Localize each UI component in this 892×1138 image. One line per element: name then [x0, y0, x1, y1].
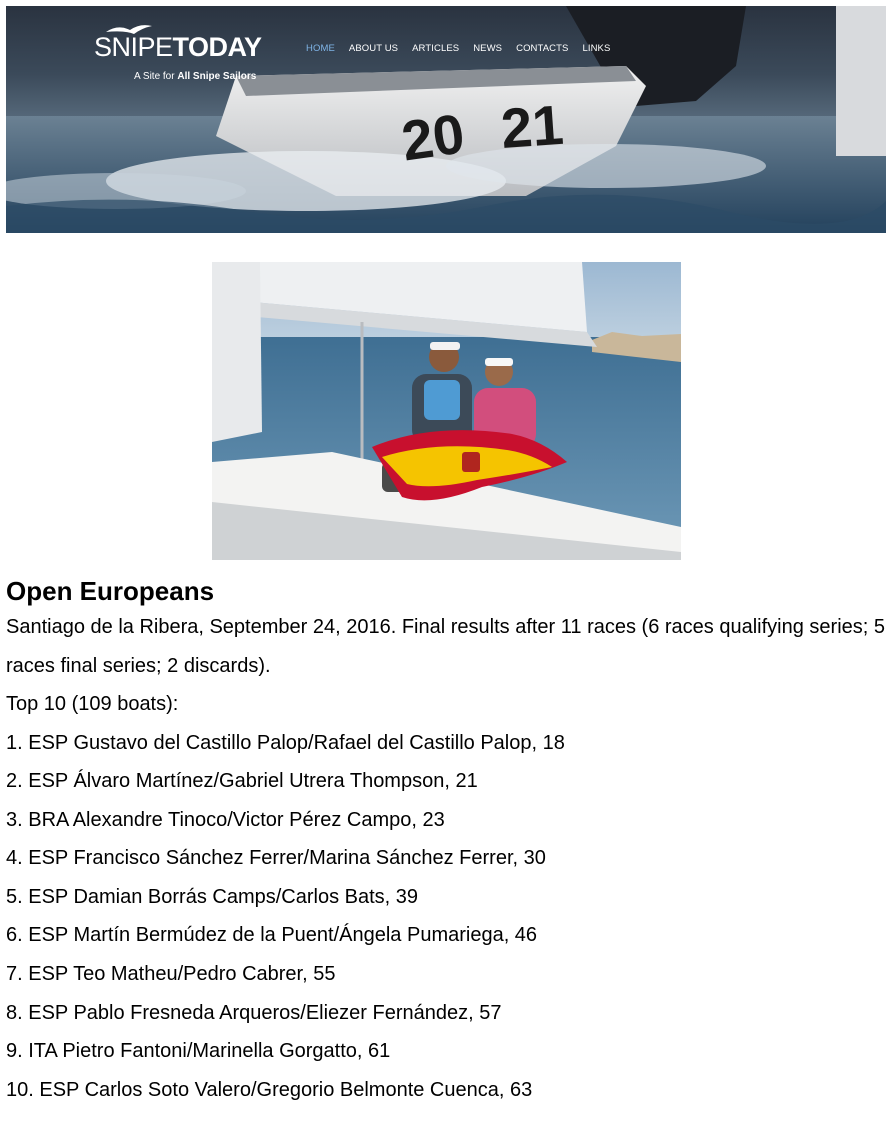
- article: [6, 574, 886, 1109]
- result-item: 10. ESP Carlos Soto Valero/Gregorio Belmonte Cuenca, 63: [6, 1078, 533, 1101]
- nav-news[interactable]: NEWS: [473, 43, 503, 54]
- result-item: 1. ESP Gustavo del Castillo Palop/Rafael del Castillo Palop, 18: [6, 731, 565, 754]
- nav-contacts[interactable]: CONTACTS: [516, 43, 569, 54]
- logo-tagline: [134, 71, 256, 82]
- results-list: [6, 724, 886, 1110]
- sailors-photo: [212, 262, 681, 560]
- results-subheading: Top 10 (109 boats):: [6, 693, 179, 715]
- logo-tagline-prefix: A Site for: [134, 71, 178, 82]
- result-item: 7. ESP Teo Matheu/Pedro Cabrer, 55: [6, 963, 336, 986]
- header-banner: [6, 6, 886, 233]
- result-item: 8. ESP Pablo Fresneda Arqueros/Eliezer Fernández, 57: [6, 1001, 502, 1024]
- article-photo: [212, 262, 681, 560]
- site-logo[interactable]: [94, 32, 262, 82]
- result-item: 6. ESP Martín Bermúdez de la Puent/Ángela Pumariega, 46: [6, 924, 538, 947]
- boat-number-left: 20: [397, 101, 469, 173]
- seagull-icon: [104, 22, 154, 36]
- logo-tagline-bold: All Snipe Sailors: [177, 71, 257, 82]
- result-item: 5. ESP Damian Borrás Camps/Carlos Bats, 39: [6, 885, 419, 908]
- nav-home[interactable]: HOME: [306, 43, 335, 54]
- result-item: 3. BRA Alexandre Tinoco/Victor Pérez Campo, 23: [6, 808, 445, 831]
- boat-number-right: 21: [498, 92, 566, 161]
- nav-links[interactable]: LINKS: [582, 43, 611, 54]
- nav-about-us[interactable]: ABOUT US: [348, 43, 399, 54]
- result-item: 9. ITA Pietro Fantoni/Marinella Gorgatto, 61: [6, 1040, 391, 1063]
- logo-text-snipe: SNIPE: [94, 32, 173, 62]
- article-intro: Santiago de la Ribera, September 24, 2016. Final results after 11 races (6 races qualifying series; 5 races final series; 2 discards).: [6, 616, 885, 677]
- main-nav: [306, 43, 610, 54]
- nav-articles[interactable]: ARTICLES: [412, 43, 460, 54]
- result-item: 2. ESP Álvaro Martínez/Gabriel Utrera Thompson, 21: [6, 770, 478, 793]
- result-item: 4. ESP Francisco Sánchez Ferrer/Marina Sánchez Ferrer, 30: [6, 847, 546, 870]
- logo-text-today: TODAY: [172, 32, 262, 62]
- article-title: Open Europeans: [6, 576, 215, 606]
